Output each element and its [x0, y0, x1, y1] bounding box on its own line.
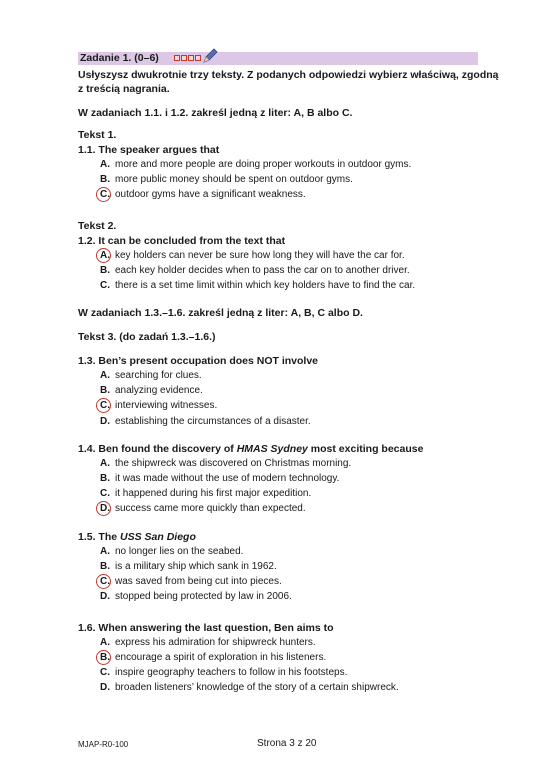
- option-letter: D.: [100, 416, 110, 427]
- option-text: more and more people are doing proper workouts in outdoor gyms.: [115, 159, 412, 170]
- option-text: more public money should be spent on outdoor gyms.: [115, 174, 353, 185]
- option-text: it happened during his first major expedition.: [115, 488, 312, 499]
- option-letter: A.: [100, 546, 110, 557]
- option-letter: B.: [100, 561, 110, 572]
- option-text: stopped being protected by law in 2006.: [115, 591, 292, 602]
- question-text: 1.5. The: [78, 531, 121, 543]
- question-1-1: 1.1. The speaker argues that: [78, 144, 220, 156]
- option-letter: C.: [100, 488, 110, 499]
- option-text: was saved from being cut into pieces.: [115, 576, 282, 587]
- option-1-5-c[interactable]: [100, 576, 282, 588]
- pencil-icon: [202, 48, 218, 64]
- instruction-abcd: W zadaniach 1.3.–1.6. zakreśl jedną z liter: A, B, C albo D.: [78, 307, 363, 319]
- option-1-3-b[interactable]: [100, 385, 203, 397]
- option-text: success came more quickly than expected.: [115, 503, 306, 514]
- option-letter: B.: [100, 385, 110, 396]
- option-text: establishing the circumstances of a disaster.: [115, 416, 311, 427]
- option-letter: C.: [100, 576, 110, 587]
- option-text: outdoor gyms have a significant weakness.: [115, 189, 306, 200]
- score-boxes: [174, 55, 201, 61]
- page-number: Strona 3 z 20: [257, 738, 317, 749]
- option-letter: D.: [100, 591, 110, 602]
- answer-circle-1-6: [96, 650, 111, 665]
- option-letter: C.: [100, 667, 110, 678]
- question-text: 1.4. Ben found the discovery of: [78, 443, 237, 455]
- answer-circle-1-1: [96, 187, 111, 202]
- ship-name: HMAS Sydney: [236, 443, 308, 455]
- option-1-5-d[interactable]: [100, 591, 292, 603]
- answer-circle-1-4: [96, 501, 111, 516]
- option-letter: A.: [100, 458, 110, 469]
- option-letter: C.: [100, 189, 110, 200]
- option-letter: B.: [100, 265, 110, 276]
- instruction-abc: W zadaniach 1.1. i 1.2. zakreśl jedną z liter: A, B albo C.: [78, 107, 353, 119]
- option-1-2-c[interactable]: [100, 280, 415, 292]
- option-letter: B.: [100, 652, 110, 663]
- option-1-4-c[interactable]: [100, 488, 311, 500]
- option-text: the shipwreck was discovered on Christmas morning.: [115, 458, 352, 469]
- question-1-6: 1.6. When answering the last question, Ben aims to: [78, 622, 334, 634]
- task-instruction-2: z treścią nagrania.: [78, 83, 170, 95]
- document-code: MJAP-R0-100: [78, 740, 129, 749]
- option-letter: C.: [100, 400, 110, 411]
- option-1-5-a[interactable]: [100, 546, 243, 558]
- option-1-2-a[interactable]: [100, 250, 405, 262]
- text3-label: Tekst 3. (do zadań 1.3.–1.6.): [78, 331, 216, 343]
- option-letter: A.: [100, 370, 110, 381]
- score-box: [174, 55, 180, 61]
- option-1-1-b[interactable]: [100, 174, 353, 186]
- question-text: most exciting because: [307, 443, 424, 455]
- option-1-5-b[interactable]: [100, 561, 277, 573]
- option-1-4-d[interactable]: [100, 503, 306, 515]
- answer-circle-1-5: [96, 574, 111, 589]
- question-1-2: 1.2. It can be concluded from the text that: [78, 235, 286, 247]
- option-1-3-c[interactable]: [100, 400, 217, 412]
- text1-label: Tekst 1.: [78, 129, 117, 141]
- score-box: [195, 55, 201, 61]
- option-text: key holders can never be sure how long they will have the car for.: [115, 250, 405, 261]
- task-header-band: [78, 52, 478, 65]
- option-text: express his admiration for shipwreck hunters.: [115, 637, 316, 648]
- option-text: interviewing witnesses.: [115, 400, 218, 411]
- option-text: it was made without the use of modern technology.: [115, 473, 340, 484]
- option-text: inspire geography teachers to follow in his footsteps.: [115, 667, 348, 678]
- option-1-4-a[interactable]: [100, 458, 351, 470]
- answer-circle-1-3: [96, 398, 111, 413]
- option-text: each key holder decides when to pass the car on to another driver.: [115, 265, 410, 276]
- option-letter: A.: [100, 637, 110, 648]
- option-letter: A.: [100, 159, 110, 170]
- option-text: there is a set time limit within which key holders have to find the car.: [115, 280, 416, 291]
- option-1-6-d[interactable]: [100, 682, 399, 694]
- option-1-3-a[interactable]: [100, 370, 202, 382]
- option-letter: D.: [100, 682, 110, 693]
- option-text: analyzing evidence.: [115, 385, 203, 396]
- option-letter: D.: [100, 503, 110, 514]
- question-1-4: [78, 442, 423, 456]
- score-box: [188, 55, 194, 61]
- option-letter: B.: [100, 174, 110, 185]
- ship-name: USS San Diego: [120, 531, 196, 543]
- option-1-3-d[interactable]: [100, 416, 311, 428]
- option-text: searching for clues.: [115, 370, 202, 381]
- option-letter: C.: [100, 280, 110, 291]
- text2-label: Tekst 2.: [78, 220, 117, 232]
- option-letter: A.: [100, 250, 110, 261]
- option-text: no longer lies on the seabed.: [115, 546, 244, 557]
- task-instruction-1: Usłyszysz dwukrotnie trzy teksty. Z podanych odpowiedzi wybierz właściwą, zgodną: [78, 69, 499, 81]
- option-1-1-c[interactable]: [100, 189, 306, 201]
- option-text: encourage a spirit of exploration in his listeners.: [115, 652, 327, 663]
- option-1-2-b[interactable]: [100, 265, 410, 277]
- option-1-6-a[interactable]: [100, 637, 316, 649]
- option-1-6-c[interactable]: [100, 667, 347, 679]
- task-title: Zadanie 1. (0–6): [80, 52, 159, 64]
- option-1-1-a[interactable]: [100, 159, 411, 171]
- option-1-6-b[interactable]: [100, 652, 326, 664]
- score-box: [181, 55, 187, 61]
- option-text: broaden listeners’ knowledge of the story of a certain shipwreck.: [115, 682, 399, 693]
- option-1-4-b[interactable]: [100, 473, 339, 485]
- answer-circle-1-2: [96, 248, 111, 263]
- option-text: is a military ship which sank in 1962.: [115, 561, 277, 572]
- option-letter: B.: [100, 473, 110, 484]
- question-1-3: 1.3. Ben’s present occupation does NOT involve: [78, 355, 319, 367]
- question-1-5: [78, 530, 196, 544]
